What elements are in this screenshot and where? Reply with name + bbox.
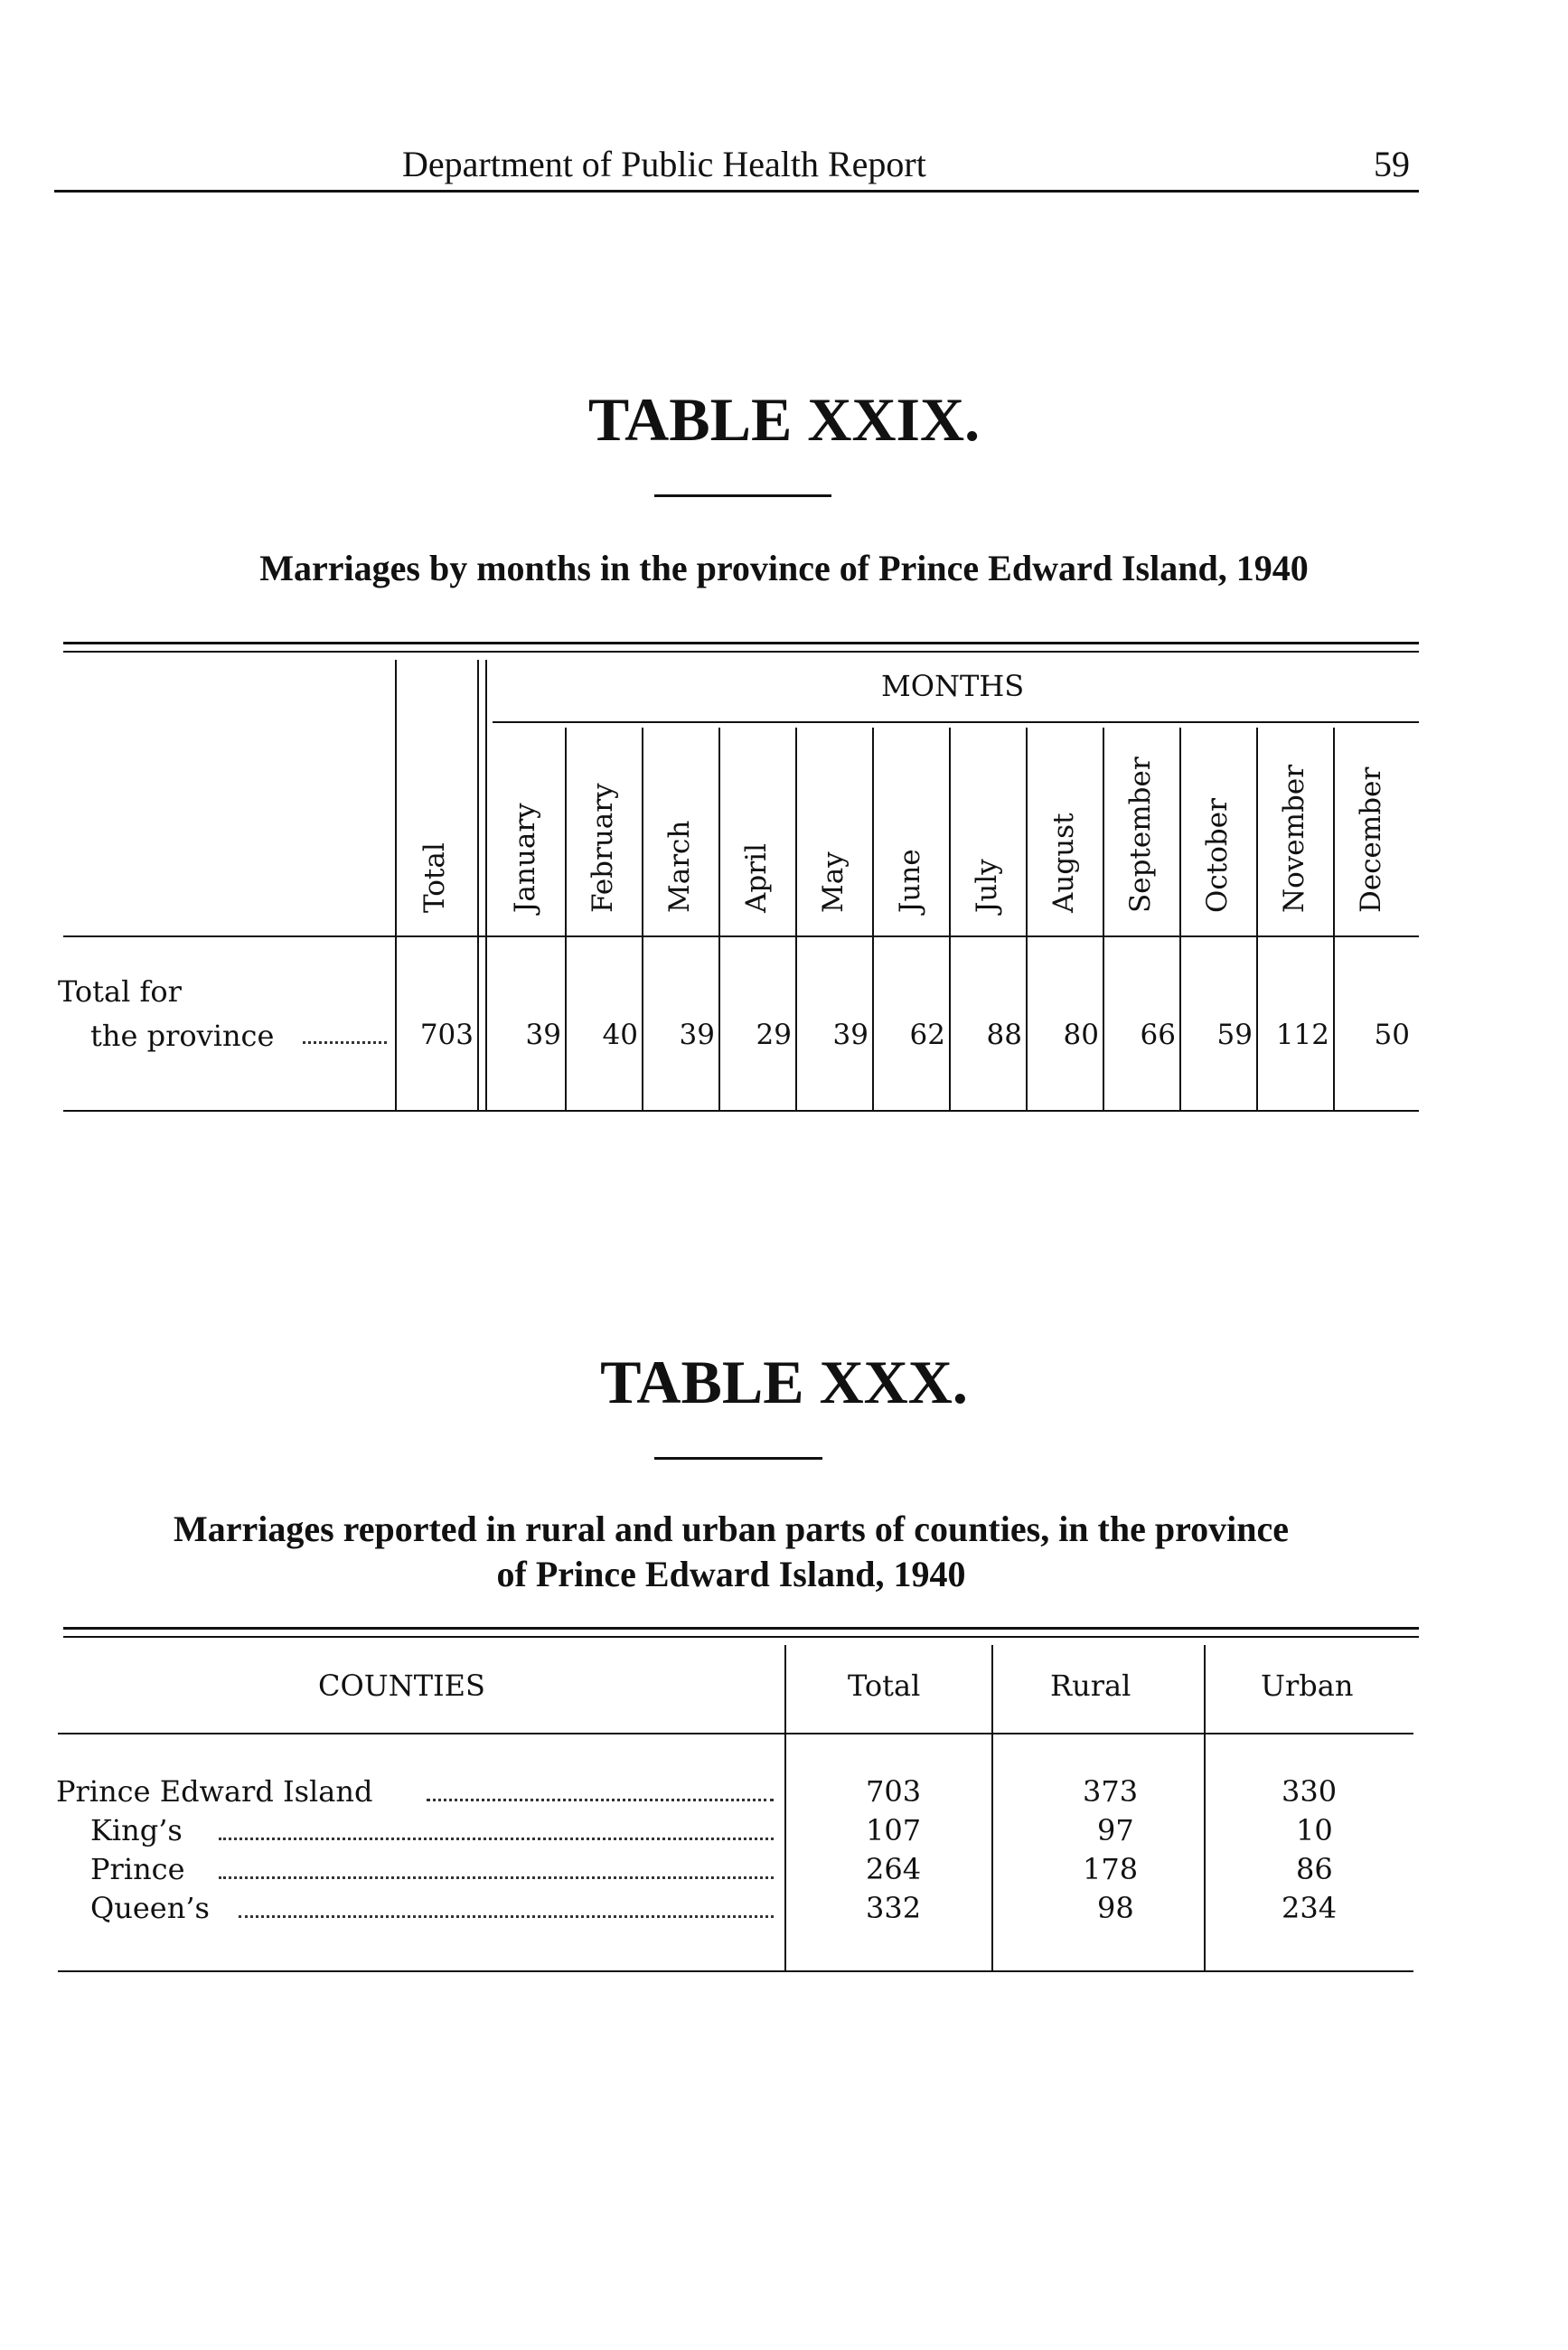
table-29-month-value: 88 (986, 1019, 1022, 1051)
table-30-total-cell: 107 (866, 1813, 922, 1847)
table-30-col-line (991, 1645, 993, 1970)
table-30-rural-cell: 98 (1097, 1891, 1134, 1925)
table-30-header-counties: COUNTIES (318, 1668, 485, 1703)
table-29-title: TABLE XXIX. (587, 385, 981, 454)
table-30-caption-line2: of Prince Edward Island, 1940 (496, 1554, 966, 1594)
running-head-title: Department of Public Health Report (402, 144, 926, 184)
table-29-month-value: 62 (909, 1019, 945, 1051)
table-29-top-rule-2 (63, 651, 1419, 653)
table-30-rural-cell: 373 (1083, 1774, 1139, 1809)
table-29-month-value: 112 (1275, 1019, 1329, 1051)
table-30-county-name: Prince Edward Island (56, 1774, 373, 1809)
table-30-top-rule-2 (63, 1636, 1419, 1638)
table-30-county-name: Prince (90, 1852, 185, 1886)
table-29-col-line (1103, 728, 1104, 1110)
table-29-month-header: July (971, 859, 1003, 913)
table-30-urban-cell: 10 (1296, 1813, 1333, 1847)
table-29-month-value: 59 (1216, 1019, 1253, 1051)
table-29-month-header: June (894, 849, 926, 913)
table-30-urban-cell: 330 (1282, 1774, 1338, 1809)
table-29-months-rule (493, 721, 1419, 723)
table-29-col-line (642, 728, 643, 1110)
table-30-leader-dots (219, 1838, 774, 1840)
table-29-col-line (1026, 728, 1028, 1110)
table-30-total-cell: 332 (866, 1891, 922, 1925)
table-29-month-header: May (817, 851, 850, 913)
table-29-month-header: April (740, 843, 773, 913)
table-29-caption: Marriages by months in the province of Prince Edward Island, 1940 (259, 548, 1309, 588)
table-29-col-line (1333, 728, 1335, 1110)
table-30-total-cell: 264 (866, 1852, 922, 1886)
table-29-total-header: Total (418, 842, 451, 913)
table-29-month-header: October (1201, 798, 1234, 913)
table-30-col-line (1204, 1645, 1206, 1970)
table-29-month-value: 29 (756, 1019, 792, 1051)
table-29-months-header: MONTHS (881, 669, 1025, 703)
table-30-top-rule-1 (63, 1627, 1419, 1630)
table-30-urban-cell: 234 (1282, 1891, 1338, 1925)
table-29-month-value: 40 (602, 1019, 638, 1051)
table-29-col-line (795, 728, 797, 1110)
table-29-month-header: November (1278, 764, 1310, 913)
table-30-urban-cell: 86 (1296, 1852, 1333, 1886)
table-30-col-line (784, 1645, 786, 1970)
table-30-title: TABLE XXX. (600, 1348, 968, 1416)
table-29-month-header: February (587, 783, 619, 913)
table-29-month-value: 80 (1063, 1019, 1099, 1051)
table-29-leader-dots (303, 1041, 387, 1044)
table-29-top-rule-1 (63, 642, 1419, 644)
table-30-rural-cell: 178 (1083, 1852, 1139, 1886)
table-29-row-label-line2: the province (90, 1019, 275, 1053)
page-number: 59 (1374, 144, 1410, 184)
table-30-header-rural: Rural (1050, 1668, 1131, 1703)
table-29-month-header: January (509, 803, 541, 913)
table-29-col-line (1179, 728, 1181, 1110)
table-29-col-line (949, 728, 951, 1110)
table-29-col-line (565, 728, 567, 1110)
table-29-col-line (718, 728, 720, 1110)
table-29-month-value: 50 (1374, 1019, 1410, 1051)
table-30-rural-cell: 97 (1097, 1813, 1134, 1847)
table-30-leader-dots (219, 1876, 774, 1879)
table-30-header-total: Total (848, 1668, 921, 1703)
table-29-month-value: 39 (679, 1019, 715, 1051)
table-30-leader-dots (427, 1799, 774, 1801)
table-29-header-bottom-rule (63, 935, 1419, 937)
table-29-month-header: August (1047, 813, 1080, 913)
table-30-title-rule (654, 1457, 822, 1460)
table-29-month-header: March (663, 820, 696, 913)
table-29-col-line (477, 660, 479, 1110)
table-29-bottom-rule (63, 1110, 1419, 1112)
table-29-month-value: 39 (525, 1019, 561, 1051)
table-29-total-value: 703 (419, 1019, 474, 1051)
table-29-col-line (872, 728, 874, 1110)
table-30-caption-line1: Marriages reported in rural and urban parts of counties, in the province (173, 1509, 1290, 1549)
table-30-county-name: Queen’s (90, 1891, 210, 1925)
table-30-header-rule (58, 1733, 1413, 1734)
table-29-month-value: 66 (1140, 1019, 1176, 1051)
table-30-county-name: King’s (90, 1813, 183, 1847)
table-29-month-header: December (1355, 766, 1387, 913)
table-30-total-cell: 703 (866, 1774, 922, 1809)
table-29-month-value: 39 (832, 1019, 869, 1051)
table-29-title-rule (654, 494, 831, 497)
table-29-col-line (1256, 728, 1258, 1110)
table-29-month-header: September (1124, 757, 1157, 913)
header-rule (54, 190, 1419, 193)
table-30-bottom-rule (58, 1970, 1413, 1972)
table-30-header-urban: Urban (1261, 1668, 1354, 1703)
table-30-leader-dots (239, 1915, 774, 1918)
table-29-row-label-line1: Total for (58, 974, 182, 1009)
